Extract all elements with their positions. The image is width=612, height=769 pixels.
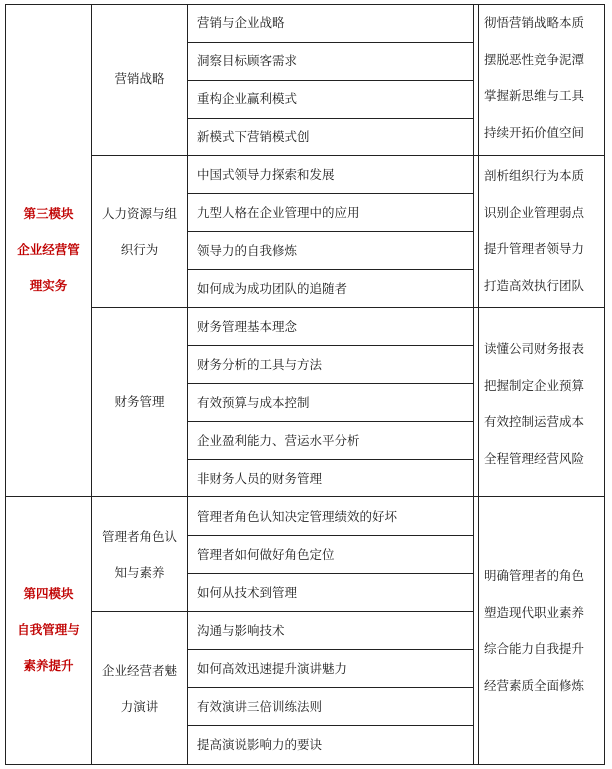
topic-cell: 新模式下营销模式创 bbox=[197, 129, 310, 144]
goals-cell: 彻悟营销战略本质 摆脱恶性竞争泥潭 掌握新思维与工具 持续开拓价值空间 bbox=[484, 15, 585, 140]
section-divider bbox=[91, 155, 605, 156]
topic-cell: 领导力的自我修炼 bbox=[197, 243, 298, 258]
topic-cell: 有效预算与成本控制 bbox=[197, 395, 310, 410]
topic-cell: 企业盈利能力、营运水平分析 bbox=[197, 433, 360, 448]
section-divider bbox=[91, 307, 605, 308]
section-divider bbox=[91, 611, 474, 612]
row-divider bbox=[187, 269, 474, 270]
section-title: 管理者角色认 知与素养 bbox=[101, 529, 177, 580]
row-divider bbox=[187, 725, 474, 726]
module-divider bbox=[5, 496, 605, 497]
row-divider bbox=[187, 649, 474, 650]
column-divider bbox=[478, 4, 479, 765]
topic-cell: 如何高效迅速提升演讲魅力 bbox=[197, 661, 348, 676]
topic-cell: 洞察目标顾客需求 bbox=[197, 53, 298, 68]
row-divider bbox=[187, 118, 474, 119]
row-divider bbox=[187, 383, 474, 384]
goals-cell: 读懂公司财务报表 把握制定企业预算 有效控制运营成本 全程管理经营风险 bbox=[484, 341, 585, 466]
row-divider bbox=[187, 535, 474, 536]
topic-cell: 九型人格在企业管理中的应用 bbox=[197, 205, 360, 220]
topic-cell: 中国式领导力探索和发展 bbox=[197, 167, 335, 182]
row-divider bbox=[187, 421, 474, 422]
row-divider bbox=[187, 687, 474, 688]
section-title: 企业经营者魅 力演讲 bbox=[101, 663, 177, 714]
topic-cell: 沟通与影响技术 bbox=[197, 623, 285, 638]
topic-cell: 财务管理基本理念 bbox=[197, 319, 298, 334]
row-divider bbox=[187, 193, 474, 194]
topic-cell: 如何从技术到管理 bbox=[197, 585, 298, 600]
section-title: 人力资源与组 织行为 bbox=[101, 206, 177, 257]
topic-cell: 财务分析的工具与方法 bbox=[197, 357, 323, 372]
row-divider bbox=[187, 345, 474, 346]
row-divider bbox=[187, 80, 474, 81]
topic-cell: 如何成为成功团队的追随者 bbox=[197, 281, 348, 296]
topic-cell: 管理者角色认知决定管理绩效的好坏 bbox=[197, 509, 398, 524]
topic-cell: 管理者如何做好角色定位 bbox=[197, 547, 335, 562]
table-border-bottom bbox=[5, 764, 605, 765]
goals-cell: 剖析组织行为本质 识别企业管理弱点 提升管理者领导力 打造高效执行团队 bbox=[484, 168, 585, 293]
topic-cell: 非财务人员的财务管理 bbox=[197, 471, 323, 486]
section-title: 营销战略 bbox=[114, 71, 165, 86]
module-title: 第三模块 企业经营管 理实务 bbox=[17, 206, 80, 293]
row-divider bbox=[187, 42, 474, 43]
goals-cell: 明确管理者的角色 塑造现代职业素养 综合能力自我提升 经营素质全面修炼 bbox=[484, 568, 585, 693]
topic-cell: 有效演讲三倍训练法则 bbox=[197, 699, 323, 714]
row-divider bbox=[187, 573, 474, 574]
module-title: 第四模块 自我管理与 素养提升 bbox=[17, 586, 80, 673]
topic-cell: 提高演说影响力的要诀 bbox=[197, 737, 323, 752]
row-divider bbox=[187, 459, 474, 460]
topic-cell: 营销与企业战略 bbox=[197, 15, 285, 30]
row-divider bbox=[187, 231, 474, 232]
section-title: 财务管理 bbox=[114, 394, 165, 409]
topic-cell: 重构企业赢利模式 bbox=[197, 91, 298, 106]
